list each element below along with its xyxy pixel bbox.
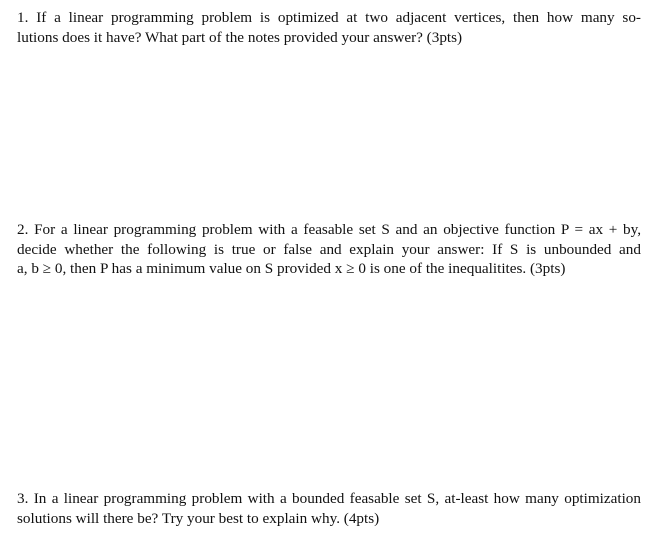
question-1-line-1: 1. If a linear programming problem is optimized at two adjacent vertices, then how many so- <box>17 9 641 26</box>
question-2-line-2: decide whether the following is true or false and explain your answer: If S is unbounded and <box>17 240 641 258</box>
question-2-line-1: 2. For a linear programming problem with a feasable set S and an objective function P = ax + by, <box>17 221 641 238</box>
question-1-line-2: lutions does it have? What part of the notes provided your answer? (3pts) <box>17 28 463 46</box>
question-1 <box>17 8 641 47</box>
question-3 <box>17 489 641 528</box>
question-2-line-3: a, b ≥ 0, then P has a minimum value on S provided x ≥ 0 is one of the inequalitites. (3pts) <box>17 260 566 277</box>
question-3-line-2: solutions will there be? Try your best to explain why. (4pts) <box>17 509 380 527</box>
question-2 <box>17 220 641 279</box>
question-3-line-1: 3. In a linear programming problem with a bounded feasable set S, at-least how many optimization <box>17 490 641 507</box>
